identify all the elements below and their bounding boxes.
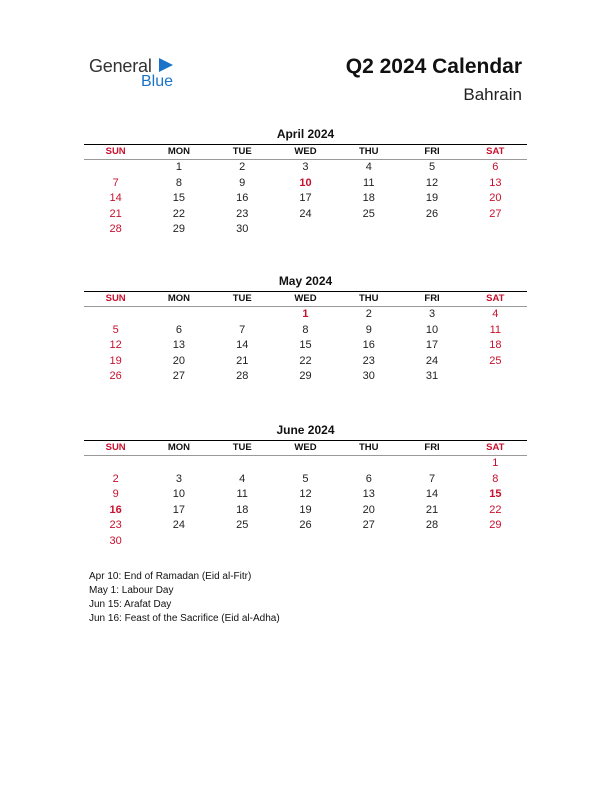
- logo-text-general: General: [89, 56, 152, 76]
- day-cell: 26: [299, 519, 312, 531]
- day-cell: 21: [425, 503, 439, 516]
- day-cell: 23: [109, 519, 122, 531]
- weekday-header-row: [84, 292, 527, 306]
- day-cell: 21: [109, 207, 122, 220]
- day-cell: 4: [239, 472, 246, 485]
- week-row: [84, 338, 527, 354]
- day-cell: 20: [362, 503, 375, 516]
- day-cell: 2: [239, 161, 246, 173]
- month-name: June 2024: [276, 423, 335, 437]
- empty-day-cell: [84, 456, 147, 472]
- day-cell: 1: [175, 161, 182, 173]
- weekday-header: THU: [359, 442, 379, 453]
- logo-text-blue: Blue: [141, 73, 174, 90]
- day-cell: 18: [362, 192, 375, 204]
- day-cell: 11: [489, 323, 502, 336]
- day-cell: 22: [172, 207, 186, 220]
- day-cell: 29: [172, 223, 186, 235]
- day-cell: 25: [489, 354, 502, 367]
- day-cell: 16: [236, 192, 249, 204]
- day-cell: 8: [492, 472, 499, 485]
- logo-triangle-icon: [159, 58, 173, 72]
- day-cell: 19: [299, 503, 312, 516]
- week-row: [84, 160, 527, 176]
- empty-day-cell: [337, 534, 400, 550]
- day-cell: 8: [302, 323, 309, 336]
- holiday-note: Apr 10: End of Ramadan (Eid al-Fitr): [89, 571, 252, 582]
- day-cell: 26: [425, 207, 439, 220]
- weekday-header: TUE: [232, 442, 252, 453]
- weekday-header: MON: [167, 146, 190, 157]
- week-row: [84, 518, 527, 534]
- weekday-header: FRI: [424, 146, 440, 157]
- day-cell: 20: [489, 192, 502, 204]
- day-cell: 18: [236, 503, 249, 516]
- day-cell: 13: [362, 488, 375, 500]
- empty-day-cell: [211, 307, 274, 323]
- day-cell: 21: [236, 354, 249, 367]
- day-cell: 17: [299, 192, 312, 204]
- weekday-header: WED: [294, 146, 317, 157]
- day-cell: 12: [425, 176, 439, 189]
- weekday-header: WED: [294, 442, 317, 453]
- day-cell: 3: [428, 308, 436, 320]
- weekday-header: FRI: [424, 293, 440, 304]
- day-cell: 24: [299, 207, 312, 220]
- day-cell: 30: [236, 223, 249, 235]
- day-cell: 13: [172, 339, 186, 351]
- weekday-header-row: [84, 441, 527, 455]
- day-cell: 27: [362, 519, 375, 531]
- empty-day-cell: [84, 307, 147, 323]
- day-cell: 16: [362, 339, 375, 351]
- day-cell: 10: [299, 176, 312, 189]
- day-cell: 12: [109, 339, 122, 351]
- day-cell: 11: [363, 176, 375, 189]
- day-cell: 9: [112, 488, 119, 500]
- week-row: [84, 176, 527, 192]
- week-row: [84, 207, 527, 223]
- week-row: [84, 472, 527, 488]
- day-cell: 5: [302, 472, 309, 485]
- day-cell: 28: [109, 223, 122, 235]
- day-cell: 5: [428, 161, 436, 173]
- day-cell: 17: [425, 339, 439, 351]
- month-block: [84, 273, 527, 385]
- empty-day-cell: [274, 456, 337, 472]
- week-row: [84, 191, 527, 207]
- day-cell: 15: [299, 339, 312, 351]
- day-cell: 24: [172, 519, 186, 531]
- empty-day-cell: [464, 369, 527, 385]
- day-cell: 5: [112, 323, 119, 336]
- empty-day-cell: [274, 222, 337, 238]
- month-block: [84, 422, 527, 549]
- day-cell: 7: [112, 176, 119, 189]
- page-title: Q2 2024 Calendar: [345, 55, 522, 78]
- day-cell: 16: [109, 503, 122, 516]
- week-row: [84, 503, 527, 519]
- empty-day-cell: [464, 534, 527, 550]
- holiday-notes: [89, 570, 280, 626]
- day-cell: 11: [236, 488, 248, 500]
- day-cell: 4: [492, 308, 499, 320]
- day-cell: 2: [112, 472, 119, 485]
- week-row: [84, 354, 527, 370]
- month-name: May 2024: [278, 274, 333, 288]
- day-cell: 1: [492, 457, 499, 469]
- weekday-header: SUN: [105, 293, 126, 304]
- day-cell: 10: [425, 323, 439, 336]
- day-cell: 14: [425, 488, 439, 500]
- day-cell: 29: [489, 519, 502, 531]
- week-row: [84, 534, 527, 550]
- day-cell: 20: [172, 354, 186, 367]
- weekday-header: SUN: [105, 146, 126, 157]
- day-cell: 14: [109, 192, 122, 204]
- empty-day-cell: [211, 456, 274, 472]
- holiday-note: Jun 15: Arafat Day: [89, 599, 172, 610]
- day-cell: 6: [175, 323, 182, 336]
- day-cell: 3: [302, 161, 309, 173]
- month-name: April 2024: [276, 127, 335, 141]
- day-cell: 7: [428, 472, 436, 485]
- day-cell: 9: [365, 323, 372, 336]
- week-row: [84, 369, 527, 385]
- day-cell: 29: [299, 370, 312, 382]
- weekday-header: TUE: [232, 146, 252, 157]
- day-cell: 26: [109, 370, 122, 382]
- day-cell: 6: [365, 472, 372, 485]
- empty-day-cell: [337, 222, 400, 238]
- day-cell: 18: [489, 339, 502, 351]
- weekday-header: SAT: [486, 442, 505, 453]
- day-cell: 9: [239, 176, 246, 189]
- day-cell: 27: [172, 370, 186, 382]
- day-cell: 12: [299, 488, 312, 500]
- day-cell: 1: [302, 308, 309, 320]
- weekday-header: TUE: [232, 293, 252, 304]
- week-row: [84, 222, 527, 238]
- holiday-note: May 1: Labour Day: [89, 585, 174, 596]
- empty-day-cell: [464, 222, 527, 238]
- day-cell: 15: [172, 192, 186, 204]
- day-cell: 4: [365, 161, 372, 173]
- day-cell: 28: [425, 519, 439, 531]
- empty-day-cell: [147, 307, 210, 323]
- day-cell: 7: [239, 323, 246, 336]
- day-cell: 10: [172, 488, 186, 500]
- day-cell: 31: [425, 370, 439, 382]
- day-cell: 2: [365, 308, 372, 320]
- weekday-header: SAT: [486, 146, 505, 157]
- empty-day-cell: [211, 534, 274, 550]
- country-name: Bahrain: [463, 85, 522, 104]
- day-cell: 25: [236, 519, 249, 531]
- weekday-header-row: [84, 145, 527, 159]
- empty-day-cell: [147, 534, 210, 550]
- empty-day-cell: [400, 534, 463, 550]
- weekday-header: SUN: [105, 442, 126, 453]
- day-cell: 19: [109, 354, 122, 367]
- week-row: [84, 323, 527, 339]
- empty-day-cell: [337, 456, 400, 472]
- empty-day-cell: [274, 534, 337, 550]
- day-cell: 19: [425, 192, 439, 204]
- day-cell: 23: [236, 207, 249, 220]
- week-row: [84, 487, 527, 503]
- weekday-header: THU: [359, 146, 379, 157]
- holiday-note: Jun 16: Feast of the Sacrifice (Eid al-Adha): [89, 613, 280, 624]
- day-cell: 25: [362, 207, 375, 220]
- week-row: [84, 307, 527, 323]
- empty-day-cell: [147, 456, 210, 472]
- logo: [89, 56, 189, 96]
- day-cell: 15: [489, 488, 502, 500]
- day-cell: 17: [172, 503, 186, 516]
- empty-day-cell: [84, 160, 147, 176]
- day-cell: 23: [362, 354, 375, 367]
- day-cell: 8: [175, 176, 182, 189]
- weekday-header: FRI: [424, 442, 440, 453]
- weekday-header: SAT: [486, 293, 505, 304]
- weekday-header: MON: [167, 293, 190, 304]
- day-cell: 22: [489, 503, 502, 516]
- weekday-header: MON: [167, 442, 190, 453]
- day-cell: 30: [362, 370, 375, 382]
- day-cell: 6: [492, 161, 499, 173]
- day-cell: 24: [425, 354, 439, 367]
- day-cell: 28: [236, 370, 249, 382]
- empty-day-cell: [400, 222, 463, 238]
- day-cell: 27: [489, 207, 502, 220]
- day-cell: 3: [175, 472, 182, 485]
- empty-day-cell: [400, 456, 463, 472]
- weekday-header: THU: [359, 293, 379, 304]
- day-cell: 22: [299, 354, 312, 367]
- day-cell: 30: [109, 534, 122, 547]
- week-row: [84, 456, 527, 472]
- weekday-header: WED: [294, 293, 317, 304]
- day-cell: 13: [489, 176, 502, 189]
- day-cell: 14: [236, 339, 249, 351]
- month-block: [84, 126, 527, 238]
